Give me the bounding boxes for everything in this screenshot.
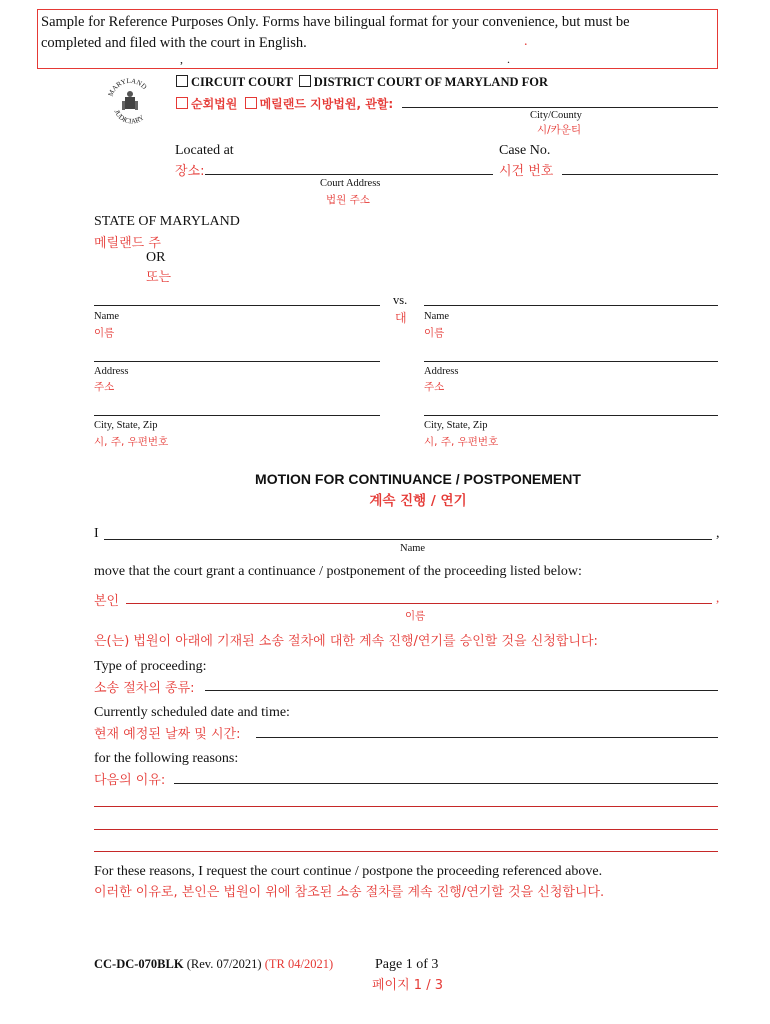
court-selection-en [176,75,548,90]
reasons-line-3[interactable] [94,829,718,830]
circuit-court-kr-checkbox[interactable] [176,97,188,109]
left-city-label-kr: 시, 주, 우편번호 [94,436,169,448]
case-no-label: Case No. [499,143,551,158]
left-name-label-kr: 이름 [94,327,115,339]
district-court-checkbox[interactable] [299,75,311,87]
right-city-label: City, State, Zip [424,420,488,431]
left-address-label: Address [94,366,129,377]
left-party-name-field[interactable] [94,305,380,306]
city-county-label-kr: 시/카운티 [537,124,582,136]
case-no-label-kr: 시건 번호 [499,164,554,179]
reasons-label-kr: 다음의 이유: [94,773,166,788]
right-name-label-kr: 이름 [424,327,445,339]
city-county-field[interactable] [402,107,718,108]
seal-text-top: MARYLAND [106,76,149,98]
page-number-kr: 페이지 1 / 3 [372,978,443,993]
date-label-kr: 현재 예정된 날짜 및 시간: [94,727,241,742]
maryland-judiciary-seal [104,73,156,125]
reasons-line-4[interactable] [94,851,718,852]
circuit-court-checkbox[interactable] [176,75,188,87]
movant-name-field-kr[interactable] [126,603,712,604]
type-label-kr: 소송 절차의 종류: [94,681,195,696]
date-label: Currently scheduled date and time: [94,705,290,720]
vs-label-kr: 대 [395,311,407,325]
form-id: CC-DC-070BLK [94,957,184,971]
left-city-label: City, State, Zip [94,420,158,431]
left-name-label: Name [94,311,120,322]
movant-name-label-kr: 이름 [405,610,426,622]
reasons-label: for the following reasons: [94,751,239,766]
footer-form-id [94,957,333,972]
city-county-label: City/County [530,110,582,121]
district-court-label: DISTRICT COURT OF MARYLAND FOR [313,75,549,89]
court-address-field[interactable] [205,174,493,175]
right-city-label-kr: 시, 주, 우편번호 [424,436,499,448]
state-of-maryland-label: STATE OF MARYLAND [94,214,240,229]
district-court-kr-label: 메릴랜드 지방법원, 관할: [259,97,394,111]
reasons-line-1[interactable] [174,783,718,784]
or-label-kr: 또는 [146,270,172,285]
move-text: move that the court grant a continuance / postponement of the proceeding listed below: [94,564,582,579]
court-address-label-kr: 법원 주소 [326,194,370,206]
seal-text-bottom: JUDICIARY [112,108,146,125]
scheduled-date-field[interactable] [256,737,718,738]
page-number: Page 1 of 3 [375,957,439,972]
form-rev: (Rev. 07/2021) [186,957,262,971]
state-of-maryland-label-kr: 메릴랜드 주 [94,236,161,251]
notice-line-2: completed and filed with the court in English. [41,35,307,51]
circuit-court-label: CIRCUIT COURT [191,75,293,89]
move-text-kr: 은(는) 법원이 아래에 기재된 소송 절차에 대한 계속 진행/연기를 승인할 것을 신청합니다: [94,634,598,649]
right-name-label: Name [424,311,450,322]
closing-text: For these reasons, I request the court continue / postpone the proceeding referenced above. [94,864,603,879]
right-party-city-field[interactable] [424,415,718,416]
left-party-address-field[interactable] [94,361,380,362]
notice-line-1: Sample for Reference Purposes Only. Forms have bilingual format for your convenience, but must be [41,14,630,30]
closing-text-kr: 이러한 이유로, 본인은 법원이 위에 참조된 소송 절차를 계속 진행/연기할 것을 신청합니다. [94,885,605,900]
left-address-label-kr: 주소 [94,381,115,393]
i-label: I [94,526,99,541]
form-title: MOTION FOR CONTINUANCE / POSTPONEMENT [255,471,581,487]
court-address-label: Court Address [320,178,381,189]
proceeding-type-field[interactable] [205,690,718,691]
or-label: OR [146,250,166,265]
located-at-label: Located at [175,143,234,158]
vs-label: vs. [393,293,408,307]
reference-notice-box [37,9,718,69]
movant-name-label: Name [400,543,426,554]
right-address-label: Address [424,366,459,377]
form-tr: (TR 04/2021) [264,957,334,971]
movant-name-field[interactable] [104,539,712,540]
form-title-kr: 계속 진행 / 연기 [369,493,467,509]
i-label-kr: 본인 [94,594,120,609]
left-party-city-field[interactable] [94,415,380,416]
case-no-field[interactable] [562,174,718,175]
right-address-label-kr: 주소 [424,381,445,393]
located-at-label-kr: 장소: [175,164,205,179]
right-party-name-field[interactable] [424,305,718,306]
type-label: Type of proceeding: [94,659,207,674]
circuit-court-kr-label: 순회법원 [191,97,238,111]
district-court-kr-checkbox[interactable] [245,97,257,109]
svg-text:JUDICIARY [113,109,146,125]
right-party-address-field[interactable] [424,361,718,362]
court-selection-kr [176,95,393,112]
reasons-line-2[interactable] [94,806,718,807]
